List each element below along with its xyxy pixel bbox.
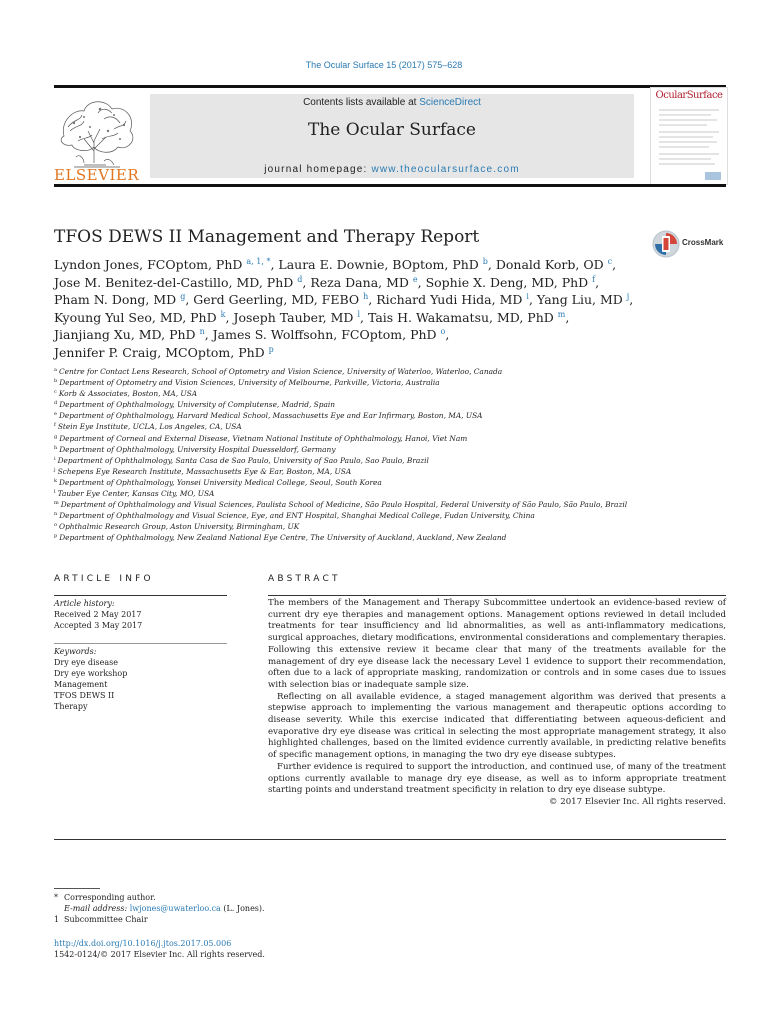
author: Kyoung Yul Seo, MD, PhD $^k$, <box>54 309 234 325</box>
author: James S. Wolffsohn, FCOptom, PhD $^o$, <box>212 327 450 343</box>
keyword: Therapy <box>54 702 88 712</box>
doi-link[interactable]: http://dx.doi.org/10.1016/j.jtos.2017.05.006 <box>54 939 232 948</box>
cover-content-lines <box>651 88 727 184</box>
affiliation: $^d$ Department of Ophthalmology, University of Complutense, Madrid, Spain <box>54 400 335 410</box>
author: Yang Liu, MD $^j$, <box>536 292 634 308</box>
author: Reza Dana, MD $^e$, <box>310 274 426 290</box>
affiliation: $^n$ Department of Ophthalmology and Visual Science, Eye, and ENT Hospital, Shanghai Medical College, Fudan University, China <box>54 511 535 521</box>
affiliation: $^p$ Department of Ophthalmology, New Zealand National Eye Centre, The University of Auckland, Auckland, New Zealand <box>54 533 507 543</box>
affiliation: $^e$ Department of Ophthalmology, Harvard Medical School, Massachusetts Eye and Ear Infirmary, Boston, MA, USA <box>54 411 483 421</box>
issn-line: 1542-0124/© 2017 Elsevier Inc. All rights reserved. <box>54 950 265 959</box>
keywords-block <box>54 646 227 713</box>
abstract-paragraph: The members of the Management and Therapy Subcommittee undertook an evidence-based review of current dry eye therapies and management options. Management options reviewed in detail included treatments for tear insufficiency and lid abnormalities, as well as anti-inflammatory medications, surgical approaches, dietary modifications, environmental considerations and complementary therapies. Following this extensive review it became clear that many of the treatments available for the management of dry eye disease lack the necessary Level 1 evidence to support their recommendation, often due to a lack of appropriate masking, randomization or controls and in some cases due to issues with selection bias or inadequate sample size. <box>268 598 726 690</box>
article-history <box>54 598 227 631</box>
author: Jennifer P. Craig, MCOptom, PhD $^p$ <box>54 344 274 360</box>
footnote-mark: 1 <box>54 915 60 924</box>
copyright-line: © 2017 Elsevier Inc. All rights reserved. <box>548 796 726 807</box>
doi-block <box>54 938 265 960</box>
affiliation: $^o$ Ophthalmic Research Group, Aston University, Birmingham, UK <box>54 522 300 532</box>
author: Jose M. Benitez-del-Castillo, MD, PhD $^d$, <box>54 274 311 290</box>
contents-line <box>150 97 634 108</box>
homepage-line <box>150 164 634 175</box>
article-title: TFOS DEWS II Management and Therapy Report <box>54 227 480 247</box>
accepted-date: Accepted 3 May 2017 <box>54 621 143 631</box>
author: Sophie X. Deng, MD, PhD $^f$, <box>425 274 600 290</box>
footnote-text: Subcommittee Chair <box>64 915 148 924</box>
email-suffix: (L. Jones). <box>220 904 265 913</box>
article-info-divider <box>54 643 227 644</box>
elsevier-wordmark: ELSEVIER <box>54 166 140 184</box>
author: Gerd Geerling, MD, FEBO $^h$, <box>193 292 377 308</box>
abstract-paragraph: Reflecting on all available evidence, a staged management algorithm was derived that presents a stepwise approach to implementing the various management and therapeutic options according to disease severity. While this exercise indicated that differentiating between aqueous-deficient and evaporative dry eye disease was critical in selecting the most appropriate management strategy, it also highlighted challenges, based on the limited evidence currently available, in predicting relative benefits of specific management options, in managing the two dry eye disease subtypes. <box>268 691 726 761</box>
header-rule-bottom <box>54 184 726 187</box>
affiliation: $^g$ Department of Corneal and External Disease, Vietnam National Institute of Ophthalmology, Hanoi, Viet Nam <box>54 433 468 443</box>
affiliation-list <box>54 366 734 544</box>
affiliation: $^m$ Department of Ophthalmology and Visual Sciences, Paulista School of Medicine, São Paulo Hospital, Federal University of São Paulo, São Paulo, Brazil <box>54 500 628 510</box>
affiliation: $^b$ Department of Optometry and Vision Sciences, University of Melbourne, Parkville, Victoria, Australia <box>54 378 440 388</box>
author: Jianjiang Xu, MD, PhD $^n$, <box>54 327 213 343</box>
history-label: Article history: <box>54 599 115 608</box>
email-link[interactable]: lwjones@uwaterloo.ca <box>129 904 221 913</box>
author: Joseph Tauber, MD $^l$, <box>233 309 368 325</box>
author: Pham N. Dong, MD $^g$, <box>54 292 194 308</box>
journal-title: The Ocular Surface <box>308 120 476 140</box>
keywords-label: Keywords: <box>54 647 97 656</box>
footnote-rule <box>54 888 100 889</box>
abstract-rule <box>268 595 726 596</box>
journal-banner <box>150 94 634 178</box>
homepage-prefix: journal homepage: <box>264 164 372 175</box>
affiliation: $^k$ Department of Ophthalmology, Yonsei University Medical College, Seoul, South Korea <box>54 477 382 487</box>
article-info-rule <box>54 595 227 596</box>
affiliation: $^a$ Centre for Contact Lens Research, School of Optometry and Vision Science, University of Waterloo, Waterloo, Canada <box>54 367 503 376</box>
keyword: Dry eye disease <box>54 658 118 668</box>
cover-title: OcularSurface <box>655 90 723 101</box>
corresponding-author-note <box>54 892 454 903</box>
crossmark-badge[interactable] <box>652 230 726 258</box>
abstract-body <box>268 598 726 809</box>
footnotes <box>54 892 454 925</box>
sciencedirect-link[interactable]: ScienceDirect <box>419 97 481 108</box>
crossmark-icon <box>652 230 680 258</box>
affiliation: $^c$ Korb & Associates, Boston, MA, USA <box>54 389 198 399</box>
article-info-heading: ARTICLE INFO <box>54 574 154 584</box>
keyword: Management <box>54 680 108 690</box>
journal-cover-thumbnail[interactable] <box>650 87 728 185</box>
section-bottom-rule <box>54 839 726 840</box>
email-label: E-mail address: <box>64 904 130 913</box>
affiliation: $^i$ Department of Ophthalmology, Santa Casa de Sao Paulo, University of Sao Paulo, Sao Paulo, Brazil <box>54 455 429 465</box>
homepage-link[interactable]: www.theocularsurface.com <box>371 164 520 175</box>
keyword: Dry eye workshop <box>54 669 128 679</box>
author: Richard Yudi Hida, MD $^i$, <box>376 292 537 308</box>
crossmark-label: CrossMark <box>682 238 724 247</box>
abstract-paragraph: Further evidence is required to support the introduction, and continued use, of many of the treatment options currently available to manage dry eye disease, as well as to inform appropriate treatment starting points and understand treatment specificity in relation to dry eye disease subtype. <box>268 761 726 796</box>
affiliation: $^j$ Schepens Eye Research Institute, Massachusetts Eye & Ear, Boston, MA, USA <box>54 466 352 476</box>
contents-prefix: Contents lists available at <box>303 97 420 108</box>
author: Tais H. Wakamatsu, MD, PhD $^m$, <box>367 309 570 325</box>
author: Laura E. Downie, BOptom, PhD $^b$, <box>278 257 496 272</box>
affiliation: $^h$ Department of Ophthalmology, University Hospital Duesseldorf, Germany <box>54 444 336 454</box>
author: Donald Korb, OD $^c$, <box>495 257 617 272</box>
subcommittee-chair-note <box>54 914 454 925</box>
author-list <box>54 256 694 362</box>
footnote-text: Corresponding author. <box>64 893 156 902</box>
journal-citation[interactable]: The Ocular Surface 15 (2017) 575–628 <box>305 60 463 70</box>
affiliation: $^l$ Tauber Eye Center, Kansas City, MO, USA <box>54 489 215 499</box>
keyword: TFOS DEWS II <box>54 691 115 701</box>
abstract-heading: ABSTRACT <box>268 574 341 584</box>
header-rule-top <box>54 85 726 88</box>
affiliation: $^f$ Stein Eye Institute, UCLA, Los Angeles, CA, USA <box>54 422 242 432</box>
email-note <box>54 903 454 914</box>
author: Lyndon Jones, FCOptom, PhD $^{a, 1, *}$, <box>54 257 279 272</box>
received-date: Received 2 May 2017 <box>54 610 142 620</box>
footnote-mark: * <box>54 893 58 902</box>
